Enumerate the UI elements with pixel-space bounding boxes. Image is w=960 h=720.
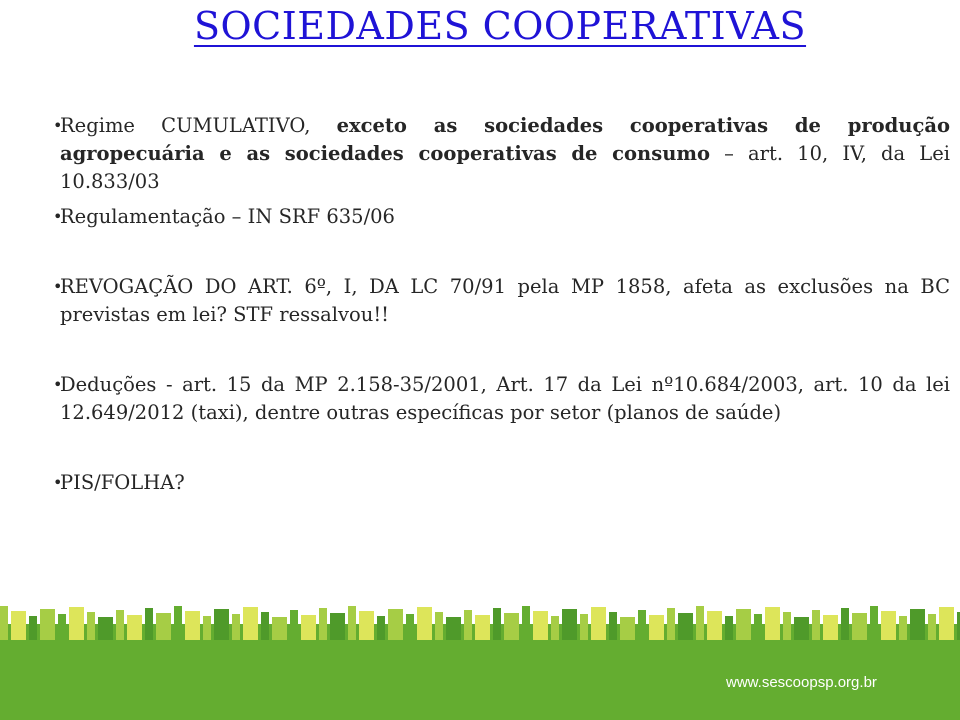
bullet-icon: • [53,375,63,394]
footer-stripe [185,611,200,640]
footer-stripe [203,616,211,640]
footer-stripe [214,609,229,640]
bullet-icon: • [53,277,63,296]
bullet-icon: • [53,207,63,226]
footer-stripe [58,614,66,640]
website-url[interactable]: www.sescoopsp.org.br [726,674,877,691]
footer-stripe [417,607,432,640]
bullet-bold-text: exceto as sociedades cooperativas de produção agropecuária e as sociedades cooperativas de consumo [60,114,950,165]
footer-stripe [870,606,878,640]
footer-stripe [388,609,403,640]
footer-stripe [29,616,37,640]
footer-stripe [359,611,374,640]
footer-stripe [301,615,316,640]
footer-stripe [11,611,26,640]
footer-stripe [348,606,356,640]
footer-stripe [638,610,646,640]
bullet-item-regime [53,112,950,196]
footer-stripe [522,606,530,640]
footer-stripe [841,608,849,640]
slide-title: SOCIEDADES COOPERATIVAS [193,4,807,48]
footer-stripe [475,615,490,640]
bullet-text: – art. 10, IV, da Lei 10.833/03 [60,142,950,193]
bullet-text: Regime CUMULATIVO, [60,114,337,137]
bullet-item-regulamentacao [53,203,950,231]
footer-stripe [377,616,385,640]
footer-stripes-decoration [0,602,960,640]
footer-stripe [272,617,287,640]
footer-stripe [696,606,704,640]
footer-stripe [116,610,124,640]
footer-stripe [156,613,171,640]
footer-stripe [330,613,345,640]
footer-stripe [446,617,461,640]
footer-stripe [319,608,327,640]
footer-stripe [881,611,896,640]
bullet-icon: • [53,116,63,135]
footer-stripe [899,616,907,640]
bullet-text: PIS/FOLHA? [60,471,185,494]
footer-stripe [435,612,443,640]
footer-stripe [725,616,733,640]
footer-stripe [812,610,820,640]
footer-stripe [765,607,780,640]
bullet-item-revogacao [53,273,950,329]
footer-stripe [591,607,606,640]
bullet-text: Regulamentação – IN SRF 635/06 [60,205,395,228]
footer-stripe [98,617,113,640]
footer-stripe [678,613,693,640]
footer-stripe [580,614,588,640]
footer-stripe [0,606,8,640]
footer-stripe [667,608,675,640]
footer-stripe [40,609,55,640]
footer-stripe [754,614,762,640]
footer-stripe [551,616,559,640]
footer-stripe [406,614,414,640]
footer-stripe [493,608,501,640]
footer-stripe [127,615,142,640]
footer-stripe [174,606,182,640]
bullet-text: Deduções - art. 15 da MP 2.158-35/2001, Art. 17 da Lei nº10.684/2003, art. 10 da lei 12.649/2012 (taxi), dentre outras específicas por setor (planos de saúde) [60,373,950,424]
footer-stripe [939,607,954,640]
footer-stripe [232,614,240,640]
footer-stripe [928,614,936,640]
footer-stripe [87,612,95,640]
footer-stripe [145,608,153,640]
footer-stripe [910,609,925,640]
footer-stripe [562,609,577,640]
footer-stripe [783,612,791,640]
footer-stripe [649,615,664,640]
bullet-list [53,112,950,497]
footer-stripe [852,613,867,640]
footer-stripe [290,610,298,640]
footer-stripe [243,607,258,640]
footer-stripe [620,617,635,640]
bullet-item-pis-folha [53,469,950,497]
bullet-item-deducoes [53,371,950,427]
footer-stripe [69,607,84,640]
footer-stripe [533,611,548,640]
footer-stripe [794,617,809,640]
footer-stripe [823,615,838,640]
bullet-text: REVOGAÇÃO DO ART. 6º, I, DA LC 70/91 pela MP 1858, afeta as exclusões na BC previstas em lei? STF ressalvou!! [60,275,950,326]
footer-stripe [464,610,472,640]
footer-stripe [609,612,617,640]
footer-stripe [707,611,722,640]
bullet-icon: • [53,473,63,492]
footer-stripe [736,609,751,640]
footer-stripe [504,613,519,640]
footer-stripe [261,612,269,640]
